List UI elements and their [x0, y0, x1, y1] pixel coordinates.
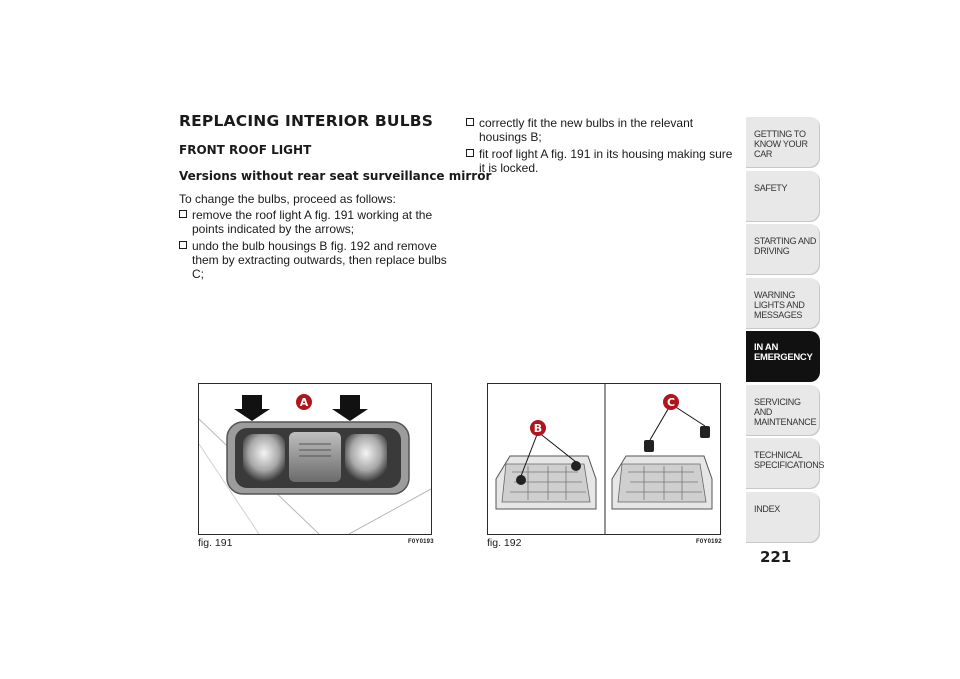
figure-191-callouts [198, 383, 430, 443]
callout-b-label: B [533, 422, 543, 435]
callout-c-label: C [666, 396, 676, 409]
checkbox-bullet-icon [179, 241, 187, 249]
tab-in-an-emergency[interactable]: IN AN EMERGENCY [746, 331, 820, 382]
page-number: 221 [760, 548, 792, 566]
tab-safety[interactable]: SAFETY [746, 171, 820, 222]
tab-warning-lights-and-messages[interactable]: WARNING LIGHTS AND MESSAGES [746, 278, 820, 329]
section-heading: REPLACING INTERIOR BULBS [179, 112, 434, 130]
arrow-down-icon [332, 395, 368, 421]
tab-starting-and-driving[interactable]: STARTING AND DRIVING [746, 224, 820, 275]
tab-servicing-and-maintenance[interactable]: SERVICING AND MAINTENANCE [746, 385, 820, 436]
figure-192-bulb-housings [487, 383, 721, 535]
housing-right [612, 426, 712, 509]
checkbox-bullet-icon [466, 149, 474, 157]
chapter-tabs [746, 117, 825, 545]
list-item: fit roof light A fig. 191 in its housing making sure it is locked. [466, 147, 738, 175]
subheading: FRONT ROOF LIGHT [179, 143, 312, 157]
list-item: undo the bulb housings B fig. 192 and remove them by extracting outwards, then replace bulbs C; [179, 239, 451, 281]
figure-191-code: F0Y0193 [408, 539, 434, 545]
steps-list-right [466, 116, 738, 178]
figure-192-code: F0Y0192 [696, 539, 722, 545]
figure-192-caption: fig. 192 [487, 537, 522, 549]
callout-a-label: A [299, 396, 309, 409]
list-item: correctly fit the new bulbs in the relevant housings B; [466, 116, 738, 144]
figure-191-caption: fig. 191 [198, 537, 233, 549]
tab-technical-specifications[interactable]: TECHNICAL SPECIFICATIONS [746, 438, 820, 489]
tab-getting-to-know-your-car[interactable]: GETTING TO KNOW YOUR CAR [746, 117, 820, 168]
intro-text: To change the bulbs, proceed as follows: [179, 192, 396, 206]
tab-index[interactable]: INDEX [746, 492, 820, 543]
checkbox-bullet-icon [179, 210, 187, 218]
steps-list-left [179, 208, 451, 284]
arrow-down-icon [234, 395, 270, 421]
list-item: remove the roof light A fig. 191 working at the points indicated by the arrows; [179, 208, 451, 236]
checkbox-bullet-icon [466, 118, 474, 126]
sub-subheading: Versions without rear seat surveillance mirror [179, 169, 492, 183]
housing-left [496, 456, 596, 509]
